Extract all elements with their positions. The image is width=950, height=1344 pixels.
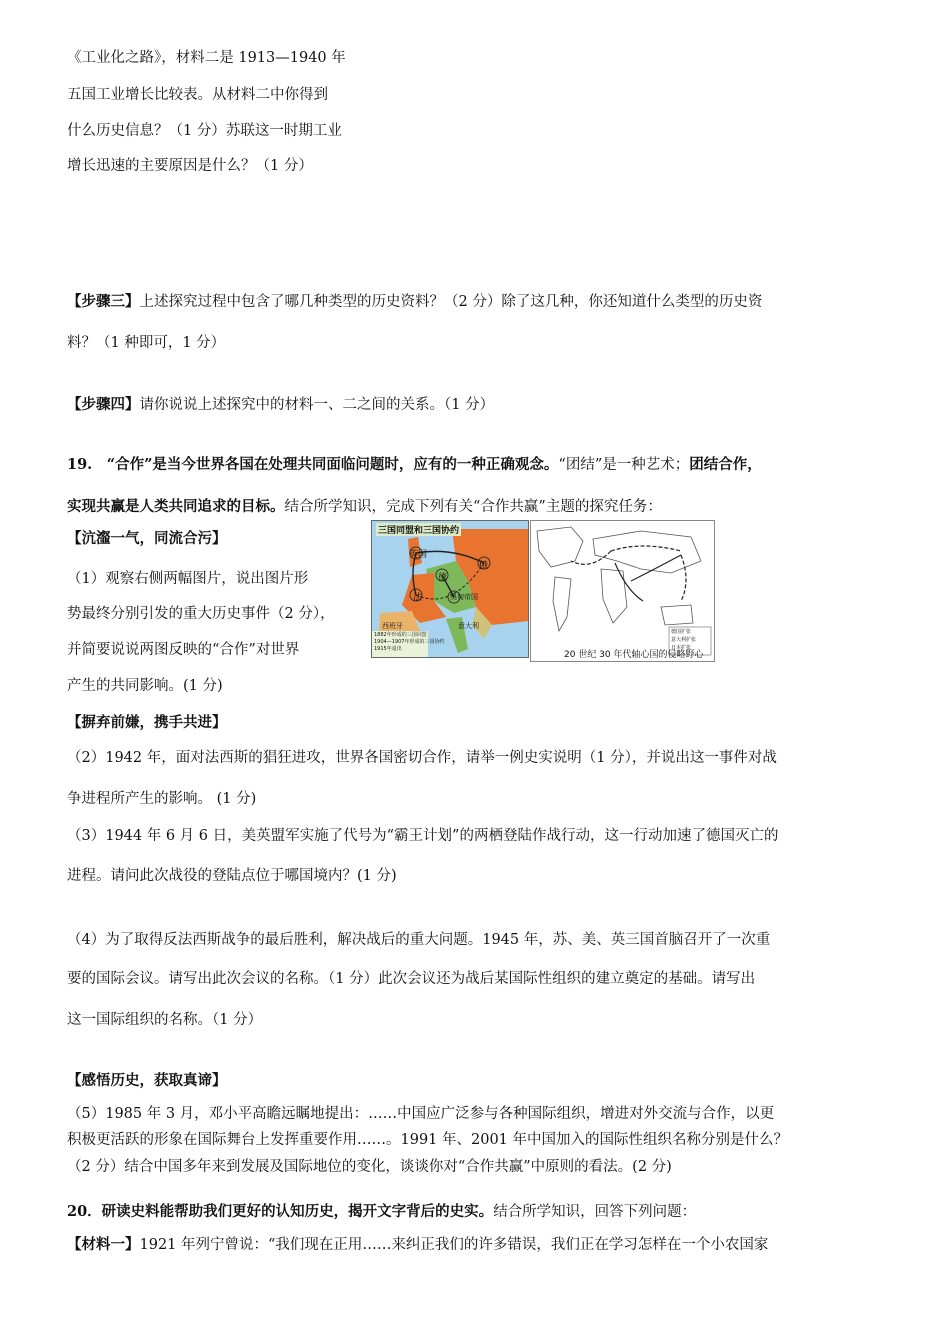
text-line: 势最终分别引发的重大历史事件（2 分），: [67, 606, 335, 622]
question-19-cont: [67, 497, 662, 517]
q19-bold: 团结合作，: [689, 456, 762, 473]
section-heading-3: 【感悟历史，获取真谛】: [67, 1072, 227, 1089]
map1-legend: [374, 632, 444, 653]
section-heading-2: 【摒弃前嫌，携手共进】: [67, 714, 227, 731]
text-line: 增长迅速的主要原因是什么？（1 分）: [67, 158, 313, 174]
map-label-italy: 意大利: [458, 622, 479, 630]
legend-item: 日本扩张: [671, 645, 692, 651]
material-one: [67, 1235, 768, 1255]
step-four-heading: 【步骤四】: [67, 396, 140, 413]
material-one-heading: 【材料一】: [67, 1236, 140, 1253]
material-one-text: 1921 年列宁曾说：“我们现在正用……来纠正我们的许多错误，我们正在学习怎样在一个小农国家: [139, 1237, 769, 1253]
text-line: 什么历史信息？（1 分）苏联这一时期工业: [67, 123, 342, 139]
text-line: （3）1944 年 6 月 6 日，美英盟军实施了代号为“霸王计划”的两栖登陆作战行动，这一行动加速了德国灭亡的: [67, 828, 779, 844]
step-four-text: 请你说说上述探究中的材料一、二之间的关系。（1 分）: [139, 397, 495, 413]
text-line: 产生的共同影响。(1 分): [67, 678, 223, 694]
q20-lead: 20．研读史料能帮助我们更好的认知历史，揭开文字背后的史实。: [67, 1203, 494, 1220]
text-line: （2）1942 年，面对法西斯的猖狂进攻，世界各国密切合作，请举一例史实说明（1 分），并说出这一事件对战: [67, 750, 777, 766]
text-line: 料？（1 种即可，1 分）: [67, 335, 226, 351]
map-label-russia: 俄: [479, 561, 489, 571]
text-line: 这一国际组织的名称。（1 分）: [67, 1012, 263, 1028]
step-four: [67, 395, 494, 415]
text-line: （2 分）结合中国多年来到发展及国际地位的变化，谈谈你对“合作共赢”中原则的看法。(2 分): [67, 1159, 672, 1175]
legend-item: 1904—1907年形成的三国协约: [374, 639, 445, 645]
legend-item: 1915年退出: [374, 646, 402, 652]
text-line: 五国工业增长比较表。从材料二中你得到: [67, 87, 328, 103]
text-line: 并简要说说两图反映的“合作”对世界: [67, 642, 300, 658]
legend-item: 意大利扩张: [671, 637, 697, 643]
text-line: （1）观察右侧两幅图片，说出图片形: [67, 571, 309, 587]
map-label-germany: 德: [438, 573, 448, 583]
step-three: [67, 292, 762, 312]
map2-caption: 20 世纪 30 年代轴心国的侵略野心: [564, 650, 704, 660]
section-heading-1: 【沆瀣一气，同流合污】: [67, 530, 227, 547]
q20-task: 结合所学知识，回答下列问题：: [493, 1204, 697, 1220]
text-line: 争进程所产生的影响。 (1 分): [67, 791, 257, 807]
map-label-austria-hungary: 奥匈帝国: [450, 593, 478, 601]
alliance-map-figure: [371, 520, 529, 658]
text-line: （4）为了取得反法西斯战争的最后胜利，解决战后的重大问题。1945 年，苏、美、英三国首脑召开了一次重: [67, 932, 771, 948]
q19-bold-2: 实现共赢是人类共同追求的目标。: [67, 498, 285, 515]
text-line: 积极更活跃的形象在国际舞台上发挥重要作用……。1991 年、2001 年中国加入的国际性组织名称分别是什么？: [67, 1132, 789, 1148]
q19-lead: 19. “合作”是当今世界各国在处理共同面临问题时，应有的一种正确观念。: [67, 456, 559, 473]
map-label-france: 法: [413, 593, 423, 603]
text-line: 进程。请问此次战役的登陆点位于哪国境内？(1 分): [67, 868, 397, 884]
q19-quote: “团结”是一种艺术；: [558, 457, 690, 473]
axis-map-figure: [530, 520, 715, 662]
legend-item: 德国扩张: [671, 629, 692, 635]
text-line: 《工业化之路》，材料二是 1913—1940 年: [67, 50, 346, 66]
step-three-text: 上述探究过程中包含了哪几种类型的历史资料？（2 分）除了这几种，你还知道什么类型的历史资: [139, 294, 763, 310]
legend-item: 1882年形成的三国同盟: [374, 632, 427, 638]
q19-task: 结合所学知识，完成下列有关“合作共赢”主题的探究任务：: [284, 499, 662, 515]
map1-title: 三国同盟和三国协约: [376, 523, 461, 536]
question-19: [67, 455, 762, 475]
text-line: （5）1985 年 3 月，邓小平高瞻远瞩地提出：……中国应广泛参与各种国际组织，增进对外交流与合作，以更: [67, 1106, 775, 1122]
text-line: 要的国际会议。请写出此次会议的名称。（1 分）此次会议还为战后某国际性组织的建立奠定的基础。请写出: [67, 971, 756, 987]
question-20: [67, 1202, 696, 1222]
step-three-heading: 【步骤三】: [67, 293, 140, 310]
map-label-spain: 西班牙: [382, 622, 403, 630]
map-label-britain: 英国: [409, 550, 428, 560]
